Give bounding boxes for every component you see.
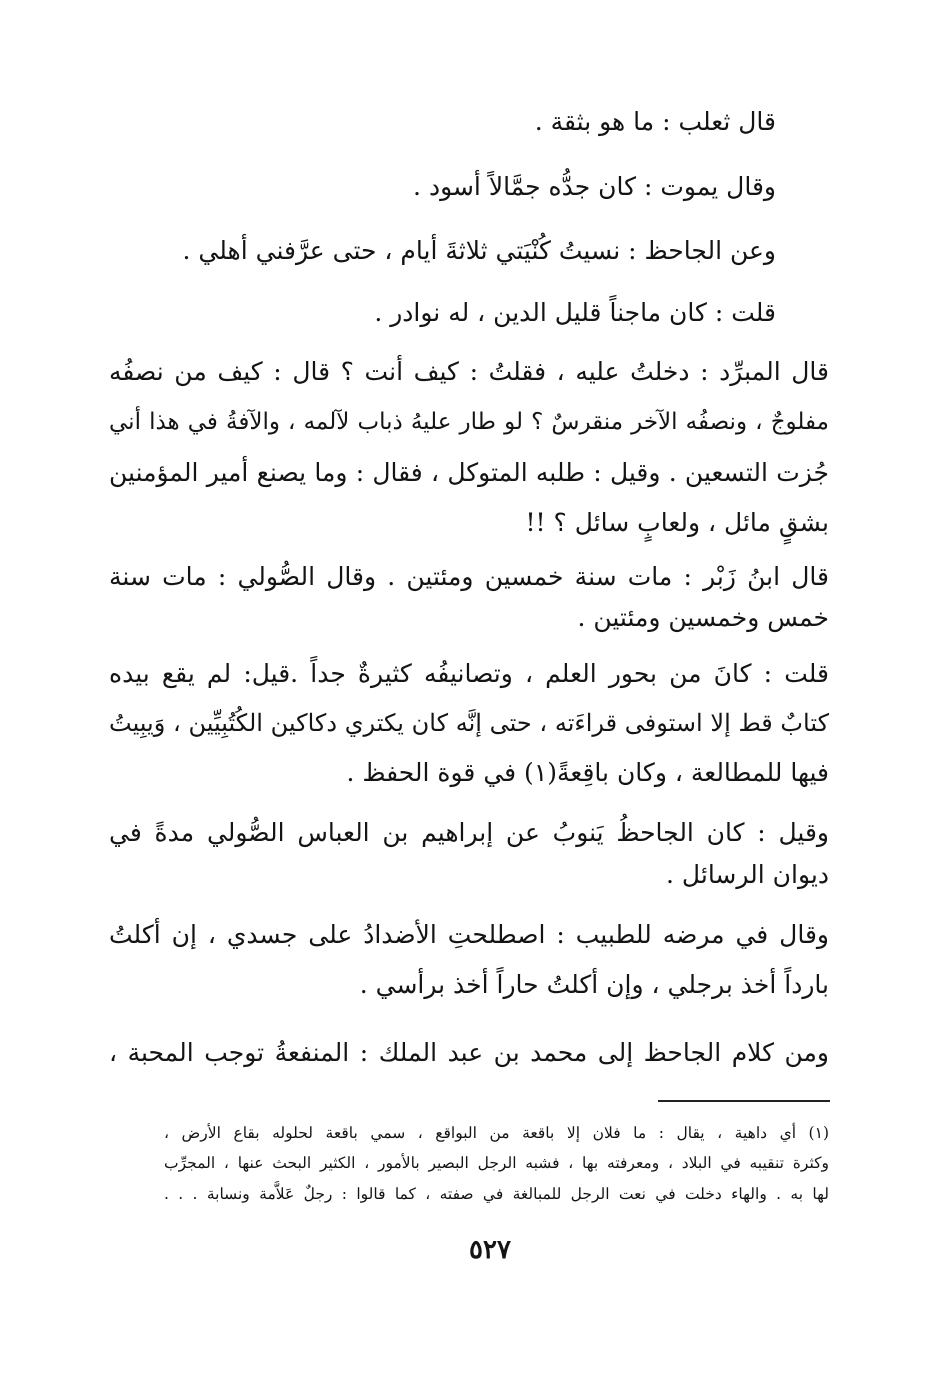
footnote-line-2: وكثرة تنقيبه في البلاد ، ومعرفته بها ، فشبه الرجل البصير بالأمور ، الكثير البحث عنها ، المجرِّب: [164, 1154, 829, 1172]
body-line-11: قلت : كانَ من بحور العلم ، وتصانيفُه كثيرةٌ جداً .قيل: لم يقع بيده: [109, 659, 829, 688]
body-line-1: قال ثعلب : ما هو بثقة .: [534, 107, 776, 136]
body-line-17: بارداً أخذ برجلي ، وإن أكلتُ حاراً أخذ برأسي .: [359, 970, 829, 999]
body-line-12: كتابٌ قط إلا استوفى قراءَته ، حتى إنَّه كان يكتري دكاكين الكُتُبِيِّين ، وَيبِيتُ: [109, 709, 829, 737]
footnote-line-1: (١) أي داهية ، يقال : ما فلان إلا باقعة من البواقع ، سمي باقعة لحلوله بقاع الأرض ،: [164, 1124, 829, 1142]
body-line-8: بشقٍ مائل ، ولعابٍ سائل ؟ !!: [525, 508, 829, 537]
body-line-2: وقال يموت : كان جدُّه جمَّالاً أسود .: [413, 172, 776, 201]
body-line-3: وعن الجاحظ : نسيتُ كُنْيَتي ثلاثةَ أيام ، حتى عرَّفني أهلي .: [182, 236, 776, 265]
body-line-9: قال ابنُ زَبْر : مات سنة خمسين ومئتين . وقال الصُّولي : مات سنة: [109, 562, 829, 591]
body-line-15: ديوان الرسائل .: [666, 860, 829, 889]
footnote-separator: [658, 1100, 830, 1102]
body-line-6: مفلوجٌ ، ونصفُه الآخر منقرسٌ ؟ لو طار عليهُ ذباب لآلمه ، والآفةُ في هذا أني: [109, 409, 829, 435]
body-line-7: جُزت التسعين . وقيل : طلبه المتوكل ، فقال : وما يصنع أمير المؤمنين: [109, 458, 829, 487]
body-line-14: وقيل : كان الجاحظُ يَنوبُ عن إبراهيم بن العباس الصُّولي مدةً في: [109, 818, 829, 847]
body-line-18: ومن كلام الجاحظ إلى محمد بن عبد الملك : المنفعةُ توجب المحبة ،: [109, 1038, 829, 1067]
body-line-10: خمس وخمسين ومئتين .: [577, 603, 829, 632]
body-line-13: فيها للمطالعة ، وكان باقِعةً(١) في قوة الحفظ .: [346, 758, 829, 787]
body-line-16: وقال في مرضه للطبيب : اصطلحتِ الأضدادُ على جسدي ، إن أكلتُ: [109, 920, 829, 949]
page-number: ٥٢٧: [469, 1235, 511, 1265]
footnote-line-3: لها به . والهاء دخلت في نعت الرجل للمبالغة في صفته ، كما قالوا : رجلٌ عَلاَّمة ونسابة . . .: [164, 1185, 829, 1203]
body-line-4: قلت : كان ماجناً قليل الدين ، له نوادر .: [374, 298, 776, 327]
body-line-5: قال المبرِّد : دخلتُ عليه ، فقلتُ : كيف أنت ؟ قال : كيف من نصفُه: [109, 357, 829, 386]
